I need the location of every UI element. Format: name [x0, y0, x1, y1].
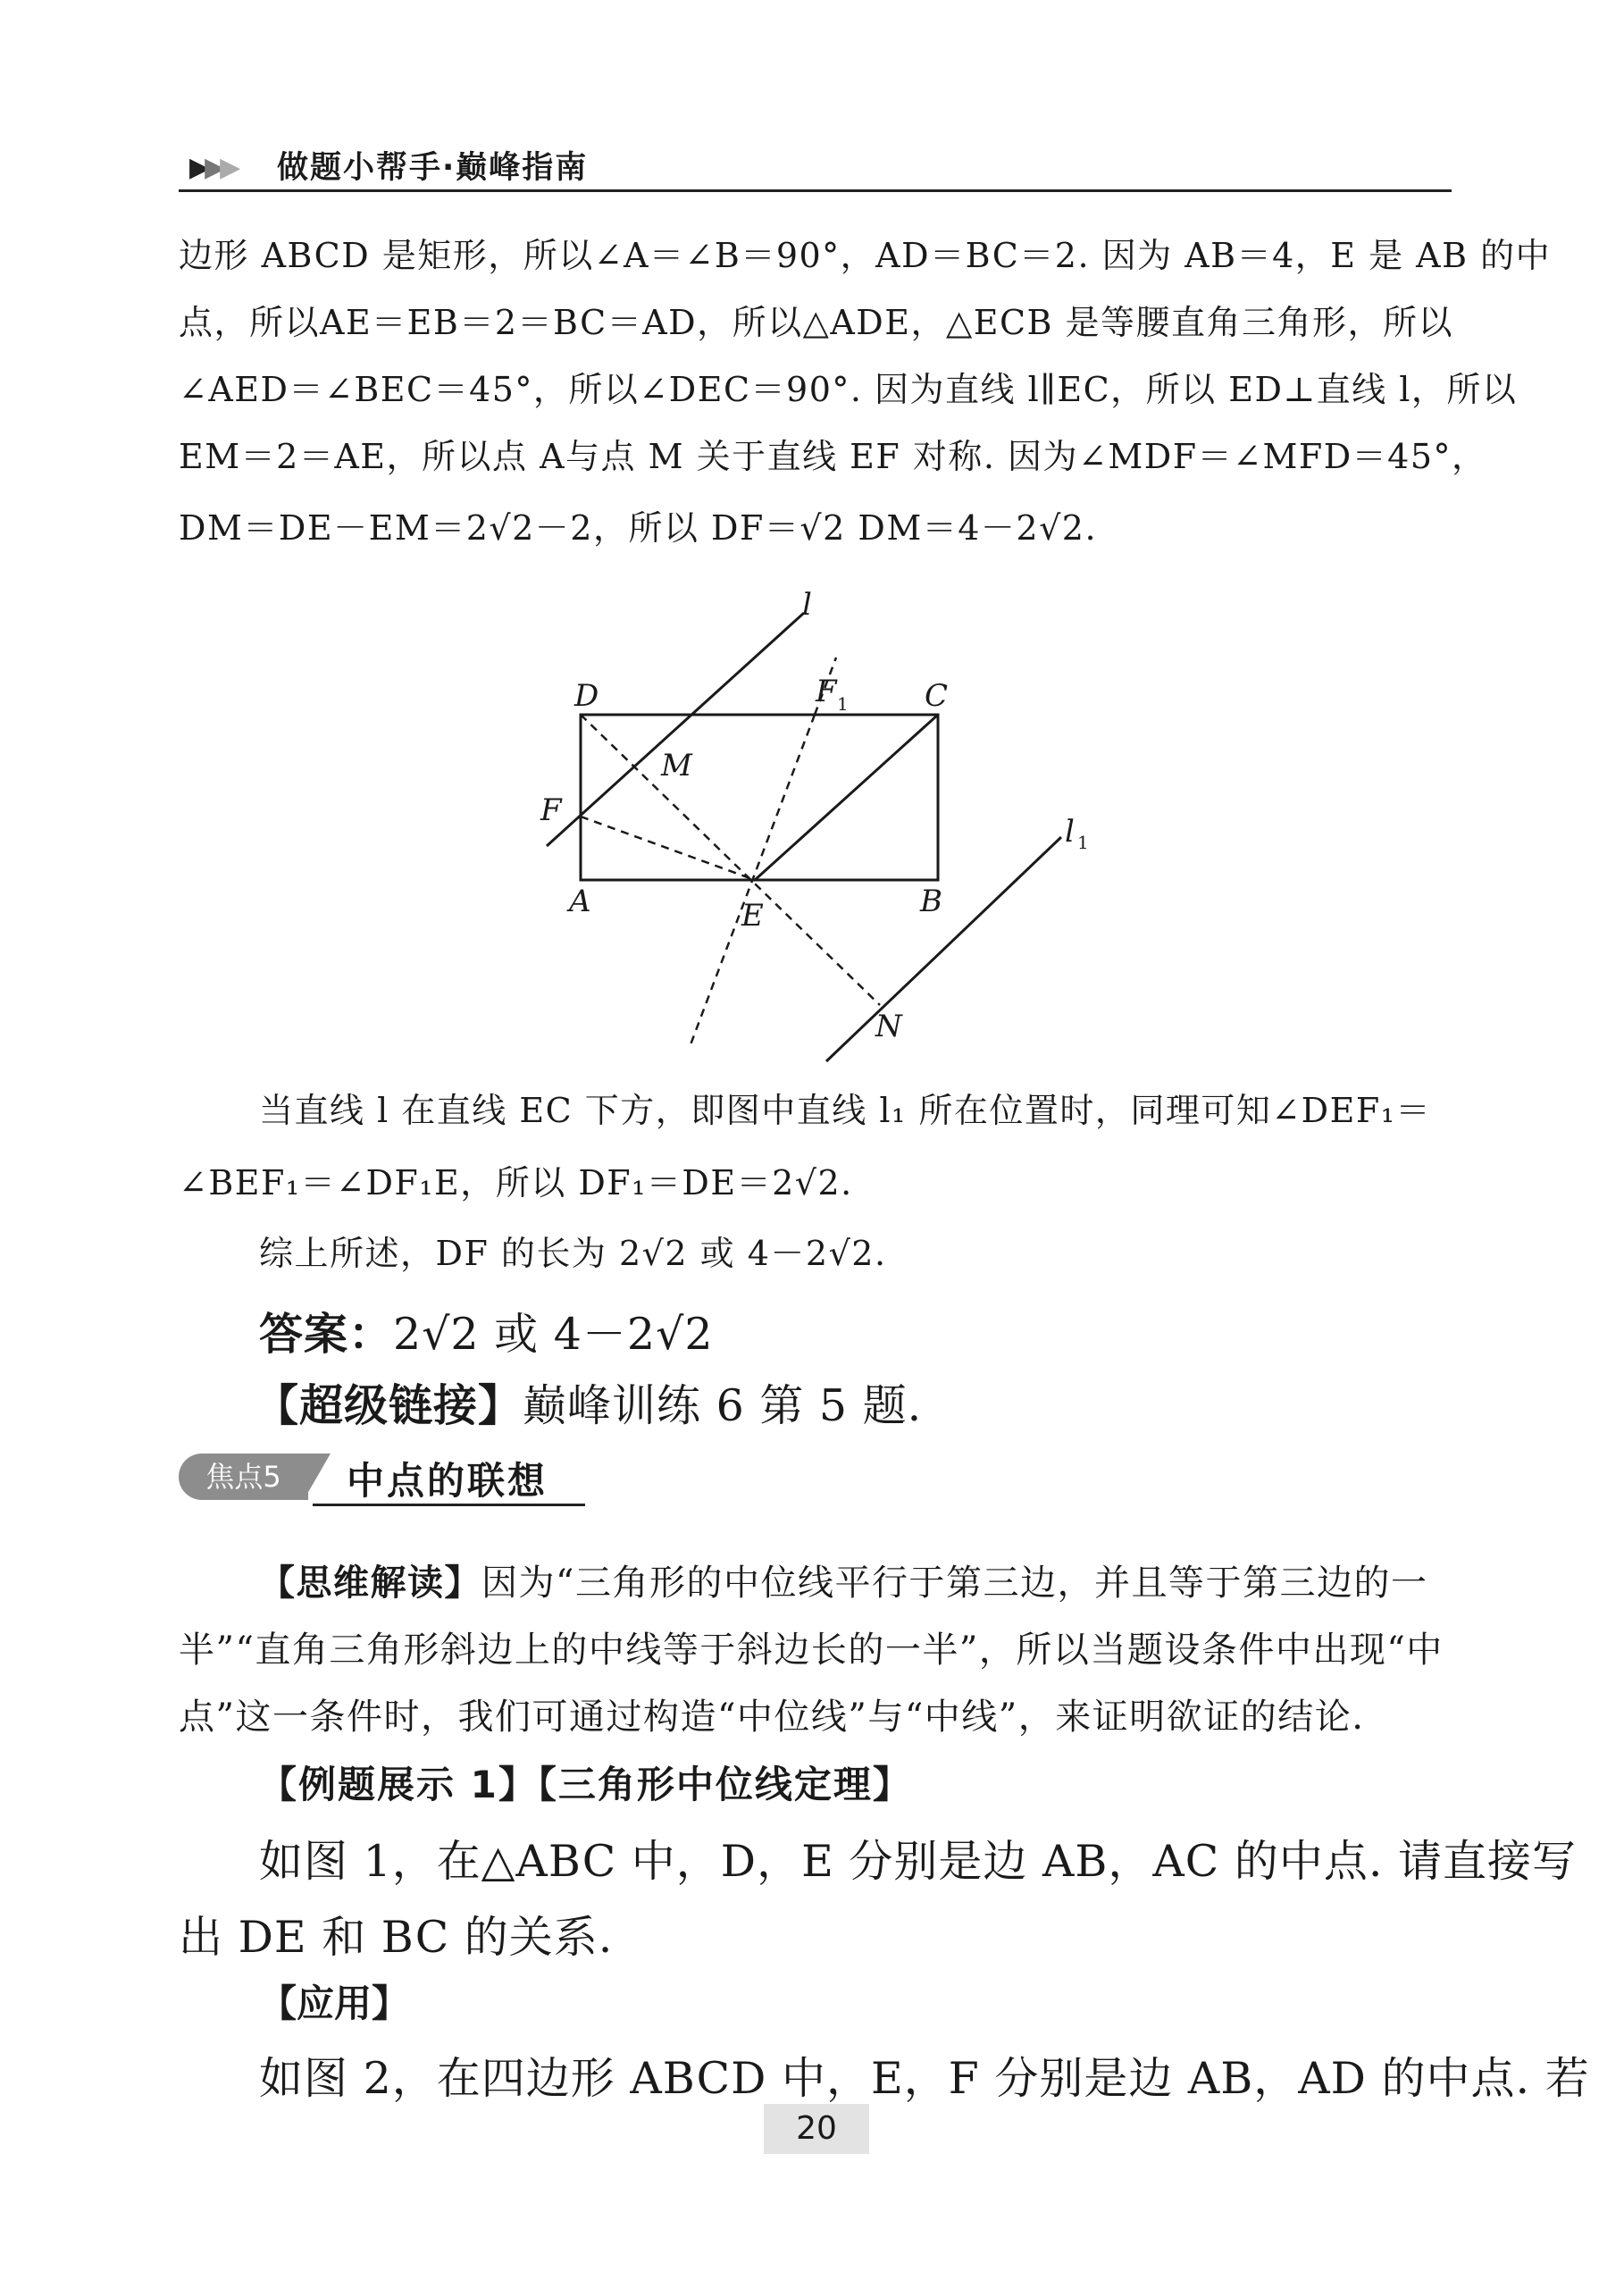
label-l1-sub: 1 [1077, 832, 1089, 853]
answer-value: 2√2 或 4－2√2 [393, 1309, 714, 1360]
example-heading: 【例题展示 1】【三角形中位线定理】 [259, 1763, 912, 1806]
application-line-1: 如图 2，在四边形 ABCD 中，E，F 分别是边 AB，AD 的中点. 若 [259, 2053, 1590, 2104]
label-f1-sub: 1 [837, 693, 849, 715]
thinking-text-1: 因为“三角形的中位线平行于第三边，并且等于第三边的一 [481, 1563, 1428, 1604]
after-figure-line-1: 当直线 l 在直线 EC 下方，即图中直线 l₁ 所在位置时，同理可知∠DEF₁＝ [259, 1091, 1431, 1130]
header-title: 做题小帮手·巅峰指南 [277, 150, 589, 186]
label-n: N [875, 1009, 902, 1044]
label-f: F [540, 792, 562, 828]
label-l: l [802, 587, 812, 623]
thinking-line-1 [259, 1554, 1452, 1605]
label-l1: l [1065, 814, 1075, 850]
dashed-segment-fe [581, 817, 755, 880]
answer-label: 答案： [259, 1309, 394, 1360]
label-d: D [574, 678, 599, 714]
solution-line-1: 边形 ABCD 是矩形，所以∠A＝∠B＝90°，AD＝BC＝2. 因为 AB＝4，E 是 AB 的中 [179, 236, 1552, 275]
page-number: 20 [764, 2104, 869, 2154]
thinking-label: 【思维解读】 [259, 1563, 481, 1604]
solution-line-2: 点，所以AE＝EB＝2＝BC＝AD，所以△ADE，△ECB 是等腰直角三角形，所以 [179, 303, 1454, 342]
thinking-line-2: 半”“直角三角形斜边上的中线等于斜边长的一半”，所以当题设条件中出现“中 [179, 1630, 1444, 1671]
solution-line-5: DM＝DE－EM＝2√2－2，所以 DF＝√2 DM＝4－2√2. [179, 508, 1098, 548]
segment-ec [755, 715, 938, 880]
focus-tab-slant [304, 1454, 331, 1500]
label-c: C [925, 678, 949, 714]
example-line-2: 出 DE 和 BC 的关系. [179, 1912, 614, 1963]
label-e: E [741, 898, 764, 934]
super-link-line [255, 1371, 1447, 1434]
focus-underline [313, 1504, 585, 1506]
focus-heading [179, 1452, 585, 1507]
rectangle-abcd [581, 715, 938, 880]
solution-line-4: EM＝2＝AE，所以点 A与点 M 关于直线 EF 对称. 因为∠MDF＝∠MFD＝45°， [179, 437, 1487, 476]
line-l1 [826, 837, 1061, 1061]
focus-tab: 焦点5 [179, 1454, 308, 1500]
dashed-line-dn [581, 715, 880, 1005]
answer-line [259, 1300, 1452, 1362]
super-link-label: 【超级链接】 [255, 1380, 523, 1431]
label-a: A [569, 884, 591, 919]
summary-line: 综上所述，DF 的长为 2√2 或 4－2√2. [259, 1234, 887, 1273]
label-f1: F [816, 674, 837, 709]
super-link-text: 巅峰训练 6 第 5 题. [523, 1380, 923, 1431]
application-heading: 【应用】 [259, 1982, 410, 2025]
header-arrows-icon: ▶▶▶ [189, 152, 236, 183]
focus-title: 中点的联想 [347, 1459, 548, 1503]
label-m: M [661, 748, 692, 783]
after-figure-line-2: ∠BEF₁＝∠DF₁E，所以 DF₁＝DE＝2√2. [179, 1163, 853, 1202]
solution-line-3: ∠AED＝∠BEC＝45°，所以∠DEC＝90°. 因为直线 l∥EC，所以 ED⊥直线 l，所以 [179, 370, 1518, 409]
example-line-1: 如图 1，在△ABC 中，D，E 分别是边 AB，AC 的中点. 请直接写 [259, 1836, 1578, 1887]
line-l [547, 613, 804, 846]
thinking-line-3: 点”这一条件时，我们可通过构造“中位线”与“中线”，来证明欲证的结论. [179, 1697, 1365, 1738]
label-b: B [920, 884, 942, 919]
